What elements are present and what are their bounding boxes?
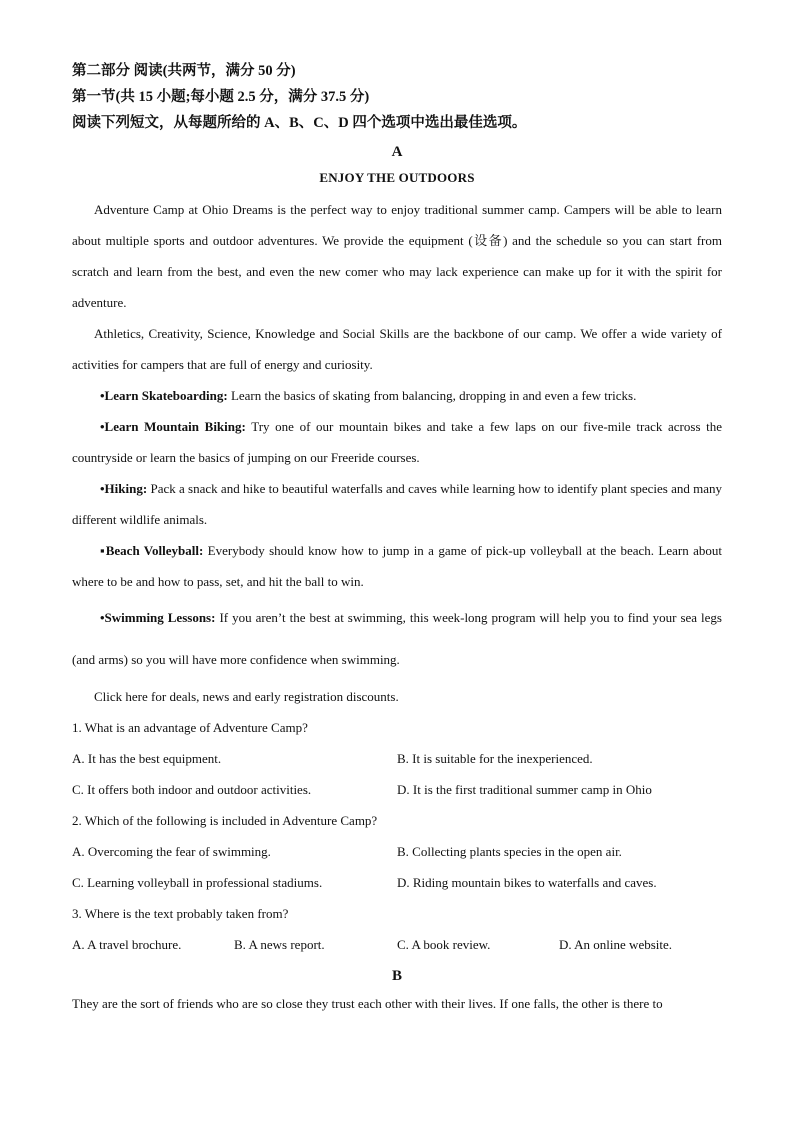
bullet-label: •Swimming Lessons: (100, 610, 216, 625)
exam-page (72, 58, 722, 1019)
bullet-text: Everybody should know how to jump in a game of pick-up volleyball at the beach. Learn about where to be and how to pass, set, and hit the ball to win. (72, 543, 722, 589)
question-2-stem: 2. Which of the following is included in Adventure Camp? (72, 813, 378, 828)
option-c: C. It offers both indoor and outdoor activities. (72, 782, 312, 797)
question-2-options (72, 836, 722, 898)
option-c: C. A book review. (397, 937, 491, 952)
part-heading: 第二部分 阅读(共两节，满分 50 分) (72, 63, 296, 79)
instructions: 阅读下列短文，从每题所给的 A、B、C、D 四个选项中选出最佳选项。 (72, 115, 527, 131)
bullet-text: If you aren’t the best at swimming, this week-long program will help you to find your sea legs (and arms) so you will have more confidence when swimming. (72, 610, 722, 667)
bullet-text: Learn the basics of skating from balancing, dropping in and even a few tricks. (227, 388, 637, 403)
bullet-hiking (72, 473, 722, 535)
bullet-label: •Hiking: (100, 481, 148, 496)
bullet-text: Try one of our mountain bikes and take a few laps on our five-mile track across the countryside or learn the basics of jumping on our Freeride courses. (72, 419, 723, 465)
question-3-stem: 3. Where is the text probably taken from? (72, 906, 289, 921)
bullet-skateboarding (72, 380, 722, 411)
passage-a-title: ENJOY THE OUTDOORS (319, 170, 475, 185)
question-1-options (72, 743, 722, 805)
section-heading: 第一节(共 15 小题;每小题 2.5 分，满分 37.5 分) (72, 89, 370, 105)
passage-a-paragraph-2: Athletics, Creativity, Science, Knowledge and Social Skills are the backbone of our camp. We offer a wide variety of activities for campers that are full of energy and curiosity. (72, 326, 722, 372)
bullet-label: •Learn Mountain Biking: (100, 419, 246, 434)
option-d: D. An online website. (559, 937, 673, 952)
option-a: A. It has the best equipment. (72, 751, 222, 766)
passage-a-paragraph-1: Adventure Camp at Ohio Dreams is the perfect way to enjoy traditional summer camp. Campers will be able to learn about multiple sports and outdoor adventures. We provide the equipment (设备) and the schedule so you can start from scratch and learn from the best, and even the new comer who may lack experience can make up for it with the spirit for adventure. (72, 202, 722, 310)
bullet-mountain-biking (72, 411, 722, 473)
option-b: B. A news report. (234, 937, 325, 952)
option-b: B. It is suitable for the inexperienced. (397, 751, 593, 766)
passage-a-closing: Click here for deals, news and early registration discounts. (94, 689, 399, 704)
bullet-beach-volleyball (72, 535, 722, 597)
bullet-swimming (72, 597, 722, 681)
bullet-label: •Learn Skateboarding: (100, 388, 228, 403)
bullet-label: ▪Beach Volleyball: (100, 543, 204, 558)
passage-b-letter: B (391, 968, 402, 984)
option-a: A. Overcoming the fear of swimming. (72, 844, 271, 859)
option-c: C. Learning volleyball in professional stadiums. (72, 875, 323, 890)
passage-b-first-line: They are the sort of friends who are so close they trust each other with their lives. If one falls, the other is there to (72, 996, 663, 1011)
bullet-text: Pack a snack and hike to beautiful waterfalls and caves while learning how to identify plant species and many different wildlife animals. (72, 481, 722, 527)
option-a: A. A travel brochure. (72, 937, 182, 952)
option-d: D. Riding mountain bikes to waterfalls and caves. (397, 875, 657, 890)
question-3-options (72, 929, 722, 960)
passage-a-letter: A (391, 144, 403, 160)
option-b: B. Collecting plants species in the open air. (397, 844, 622, 859)
question-1-stem: 1. What is an advantage of Adventure Camp? (72, 720, 308, 735)
option-d: D. It is the first traditional summer camp in Ohio (397, 782, 652, 797)
